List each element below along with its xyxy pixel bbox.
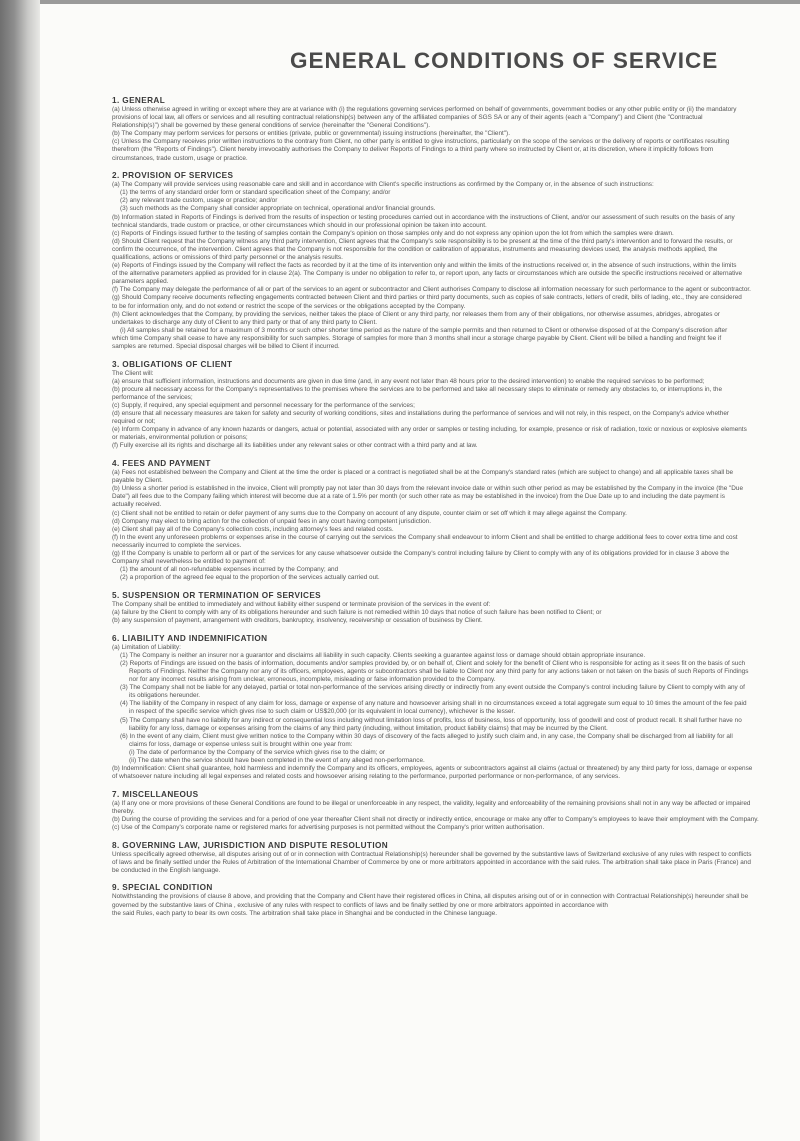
clause-line: Unless specifically agreed otherwise, all disputes arising out of or in connection with Contractual Relationship(s) hereunder shall be governed by the substantive laws of Switzerland exclusive of any rules with respect to conflicts [112,850,752,858]
clause-line: (g) If the Company is unable to perform all or part of the services for any cause whatsoever outside the Company's control including failure by Client to comply with any of its obligations provided for in clause 3 above the [112,550,730,557]
clause-line: (g) Should Company receive documents reflecting engagements contracted between Client and third parties or third party documents, such as copies of sale contracts, letters of credit, bills of lading, etc., they are considered [112,294,742,302]
clause-line: performance of the services; [112,393,193,401]
clause-line: (e) Inform Company in advance of any known hazards or dangers, actual or potential, associated with any order or samples or testing including, for example, presence or risk of radiation, toxic or noxious or explosive elements [112,426,747,434]
clause-line: (a) Unless otherwise agreed in writing or except where they are at variance with (i) the regulations governing services performed on behalf of governments, government bodies or any other public entity or (ii) the mandatory [112,106,737,113]
clause-line: (c) Client shall not be entitled to retain or defer payment of any sums due to the Company on account of any dispute, counter claim or set off which it may allege against the Company. [112,509,627,517]
clause-line: provisions of local law, all offers or services and all resulting contractual relationship(s) between any of the affiliated companies of SGS SA or any of their agents (each a "Company") and Client (the "Contractual [112,114,703,122]
clause-line: of the alternative parameters applied as provided for in clause 2(a). The Company is under no obligation to refer to, or report upon, any facts or circumstances which are outside the specific instructions received or alternative [112,270,743,278]
clause-line: (d) Company may elect to bring action for the collection of unpaid fees in any court having competent jurisdiction. [112,517,431,525]
clause-line: The Company shall be entitled to immediately and without liability either suspend or terminate provision of the services in the event of: [112,600,491,608]
clause-line: in respect of the specific service which gives rise to such claim or US$20,000 (or its equivalent in local currency), whichever is the lesser. [129,708,516,716]
clause-line: (2) Reports of Findings are issued on the basis of information, documents and/or samples provided by, or on behalf of, Client and solely for the benefit of Client who is responsible for acting as it sees fit on the basis of such [120,659,746,667]
clause-line: (1) The Company is neither an insurer nor a guarantor and disclaims all liability in such capacity. Clients seeking a guarantee against loss or damage should obtain appropriate insurance. [120,651,646,659]
clause-line: (6) In the event of any claim, Client must give written notice to the Company within 30 days of discovery of the facts alleged to justify such claim and, in any case, the Company shall be discharged from all liability for all [120,732,733,740]
clause-line: Reports of Findings. Neither the Company nor any of its officers, employees, agents or subcontractors shall be liable to Client nor any third party for any actions taken or not taken on the basis of such Reports of Findings [129,667,749,675]
clause-line: be conducted in the English language. [112,866,221,874]
clause-line: (b) Information stated in Reports of Findings is derived from the results of inspection or testing procedures carried out in accordance with the instructions of Client, and/or our assessment of such results on the basis of any [112,213,735,221]
section-heading: 6. LIABILITY AND INDEMNIFICATION [112,633,268,643]
section-5 [112,591,800,625]
clause-line: Relationship(s)") shall be governed by these general conditions of service (hereinafter the "General Conditions"). [112,122,430,130]
clause-line: (1) the amount of all non-refundable expenses incurred by the Company; and [120,566,339,574]
clause-line: (a) failure by the Client to comply with any of its obligations hereunder and such failure is not remedied within 10 days that notice of such failure has been notified to Client; or [112,608,602,616]
clause-line: (f) In the event any unforeseen problems or expenses arise in the course of carrying out the services the Company shall endeavour to inform Client and shall be entitled to charge additional fees to cover extra time and cost [112,533,738,541]
clause-line: (c) Use of the Company's corporate name or registered marks for advertising purposes is not permitted without the Company's prior written authorisation. [112,824,545,832]
clause-line: of whatsoever nature including all legal expenses and related costs and howsoever arising relating to the performance, purported performance or non-performance, of any services. [112,773,620,781]
clause-line: (b) The Company may perform services for persons or entities (private, public or governmental) issuing instructions (hereinafter, the "Client"). [112,130,510,138]
clause-line: samples are returned. Special disposal charges will be billed to Client if incurred. [112,343,340,351]
clause-line: (2) a proportion of the agreed fee equal to the proportion of the services actually carried out. [120,574,380,582]
clause-line: thereby. [112,807,135,815]
clause-line: required or not; [112,418,156,426]
clause-line: (f) The Company may delegate the performance of all or part of the services to an agent or subcontractor and Client authorises Company to disclose all information necessary for such performance to the agent or subcontractor. [112,286,751,294]
section-6 [112,634,800,782]
clause-line: (3) such methods as the Company shall consider appropriate on technical, operational and/or financial grounds. [120,205,436,213]
document-title: GENERAL CONDITIONS OF SERVICE [290,48,719,73]
clause-line: of laws and be finally settled under the Rules of Arbitration of the International Chamber of Commerce by one or more arbitrators appointed in accordance with the said rules. The arbitration shall take place in Paris (France) and [112,858,751,866]
clause-line: (i) All samples shall be retained for a maximum of 3 months or such other shorter time period as the nature of the sample permits and then returned to Client or otherwise disposed of at the Company's discretion after [120,326,728,334]
clause-line: (b) any suspension of payment, arrangement with creditors, bankruptcy, insolvency, receivership or cessation of business by Client. [112,617,483,625]
clause-line: Date") all fees due to the Company failing which interest will become due at a rate of 1.5% per month (or such other rate as may be established in the invoice) from the Due Date up to and including the date payment is [112,493,725,501]
clause-line: nor for any incorrect results arising from unclear, erroneous, incomplete, misleading or false information provided to the Company. [129,676,496,684]
document-page [40,4,800,1141]
clause-line: (3) The Company shall not be liable for any delayed, partial or total non-performance of the services arising directly or indirectly from any event outside the Company's control including failure by Client to comply with any of [120,684,745,692]
clause-line: qualifications, actions or omissions of third party personnel or the analysis results. [112,254,343,261]
section-2 [112,171,800,351]
clause-line: (d) Should Client request that the Company witness any third party intervention, Client agrees that the Company's sole responsibility is to be present at the time of the third party's intervention and to forward the results, or [112,237,733,245]
clause-line: payable by Client. [112,477,163,485]
clause-line: necessarily incurred to complete the services. [112,541,242,549]
clause-line: (c) Reports of Findings issued further to the testing of samples contain the Company's opinion on those samples only and do not express any opinion upon the lot from which the samples were drawn. [112,229,674,237]
clause-line: (4) The liability of the Company in respect of any claim for loss, damage or expense of any nature and howsoever arising shall in no circumstances exceed a total aggregate sum equal to 10 times the amount of the fee paid [120,700,747,708]
clause-line: Company shall nevertheless be entitled to payment of: [112,558,266,566]
clause-line: (c) Supply, if required, any special equipment and personnel necessary for the performance of the services; [112,402,415,409]
clause-line: (a) If any one or more provisions of these General Conditions are found to be illegal or unenforceable in any respect, the validity, legality and enforceability of the remaining provisions shall not in any way be affected or impaired [112,799,751,807]
clause-line: therefrom (the "Reports of Findings"). Client hereby irrevocably authorises the Company to deliver Reports of Findings to a third party where so instructed by Client or, at its discretion, where it implicitly follows from [112,146,714,154]
clause-line: circumstances, trade custom, usage or practice. [112,154,248,162]
section-heading: 4. FEES AND PAYMENT [112,459,211,469]
clause-line: (c) Unless the Company receives prior written instructions to the contrary from Client, no other party is entitled to give instructions, particularly on the scope of the services or the delivery of reports or certificates resulting [112,138,730,146]
section-1 [112,96,800,163]
section-heading: 2. PROVISION OF SERVICES [112,171,234,181]
clause-line: claims for loss, damage or expense unless suit is brought within one year from: [129,740,353,748]
clause-line: (b) During the course of providing the services and for a period of one year thereafter Client shall not directly or indirectly entice, encourage or make any offer to Company's employees to leave their employment with the Company. [112,815,759,823]
clause-line: liability for any loss, damage or expenses arising from the claims of any third party (including, without limitation, product liability claims) that may be incurred by the Client. [129,724,608,732]
section-heading: 8. GOVERNING LAW, JURISDICTION AND DISPUTE RESOLUTION [112,840,389,850]
clause-line: (a) The Company will provide services using reasonable care and skill and in accordance with Client's specific instructions as confirmed by the Company or, in the absence of such instructions: [112,181,654,189]
clause-line: Notwithstanding the provisions of clause 8 above, and providing that the Company and Client have their registered offices in China, all disputes arising out of or in connection with Contractual Relationship(s) hereunder shall be [112,893,749,901]
clause-line: actually received. [112,501,162,509]
section-4 [112,459,800,582]
clause-line: (d) ensure that all necessary measures are taken for safety and security of working conditions, sites and installations during the performance of services and will not rely, in this respect, on the Company's advice whether [112,410,730,418]
clause-line: confirm the occurrence, of the intervention. Client agrees that the Company is not responsible for the condition or calibration of apparatus, instruments and measuring devices used, the analysis methods applied, the [112,245,718,253]
section-9 [112,883,800,917]
clause-line: governed by the substantive laws of China , exclusive of any rules with respect to conflicts of laws and be finally settled by one or more arbitrators appointed in accordance with [112,901,608,909]
section-3 [112,360,800,451]
clause-line: technical standards, trade custom or practice, or other circumstances which should in our professional opinion be taken into account. [112,221,487,229]
clause-line: (e) Reports of Findings issued by the Company will reflect the facts as recorded by it at the time of its intervention only and within the limits of the instructions received or, in the absence of such instructions, within the limits [112,262,737,270]
clause-line: (a) Limitation of Liability: [112,643,181,651]
clause-line: or materials, environmental pollution or poisons; [112,434,248,442]
clause-line: (h) Client acknowledges that the Company, by providing the services, neither takes the place of Client or any third party, nor releases them from any of their obligations, nor otherwise assumes, abridges, abrogates or [112,310,720,318]
section-7 [112,790,800,832]
section-heading: 7. MISCELLANEOUS [112,789,199,799]
section-8 [112,841,800,875]
clause-line: (ii) The date when the service should have been completed in the event of any alleged non-performance. [129,756,425,764]
clause-line: (e) Client shall pay all of the Company's collection costs, including attorney's fees and related costs. [112,525,394,533]
clause-line: (b) procure all necessary access for the Company's representatives to the premises where the services are to be performed and take all necessary steps to eliminate or remedy any obstacles to, or interruptions in, the [112,385,723,393]
clause-line: (b) Indemnification: Client shall guarantee, hold harmless and indemnify the Company and its officers, employees, agents or subcontractors against all claims (actual or threatened) by any third party for loss, damage or expense [112,765,753,773]
clause-line: which time Company shall cease to have any responsibility for such samples. Storage of samples for more than 3 months shall incur a storage charge payable by Client. Client will be billed a handling and freight fee if [112,334,722,342]
clause-line: The Client will: [112,369,154,377]
clause-line: (a) ensure that sufficient information, instructions and documents are given in due time (and, in any event not later than 48 hours prior to the desired intervention) to enable the required services to be performed; [112,377,705,385]
clause-line: parameters applied. [112,278,169,286]
section-heading: 3. OBLIGATIONS OF CLIENT [112,359,233,369]
section-heading: 1. GENERAL [112,96,166,105]
clause-line: (5) The Company shall have no liability for any indirect or consequential loss including without limitation loss of profits, loss of business, loss of opportunity, loss of goodwill and cost of product recall. It shall further have no [120,716,742,724]
section-heading: 5. SUSPENSION OR TERMINATION OF SERVICES [112,590,322,600]
clause-line: (f) Fully exercise all its rights and discharge all its liabilities under any relevant sales or other contract with a third party and at law. [112,442,478,450]
clause-line: (1) the terms of any standard order form or standard specification sheet of the Company; and/or [120,189,391,197]
binding-edge [0,0,40,1141]
clause-line: (a) Fees not established between the Company and Client at the time the order is placed or a contract is negotiated shall be at the Company's standard rates (which are subject to change) and all applicable taxes shall be [112,469,734,477]
document-body [112,96,800,926]
clause-line: undertakes to discharge any duty of Client to any third party or that of any third party to Client. [112,318,377,326]
clause-line: its obligations hereunder. [129,692,201,700]
clause-line: (b) Unless a shorter period is established in the invoice, Client will promptly pay not later than 30 days from the relevant invoice date or within such other period as may be established by the Company in the invoice (the "Due [112,485,744,493]
clause-line: the said Rules, each party to bear its own costs. The arbitration shall take place in Shanghai and be conducted in the Chinese language. [112,909,497,917]
clause-line: (2) any relevant trade custom, usage or practice; and/or [120,197,278,205]
clause-line: (i) The date of performance by the Company of the service which gives rise to the claim; or [129,748,385,756]
clause-line: to be for information only, and do not extend or restrict the scope of the services or the obligations accepted by the Company. [112,302,466,310]
section-heading: 9. SPECIAL CONDITION [112,883,213,893]
